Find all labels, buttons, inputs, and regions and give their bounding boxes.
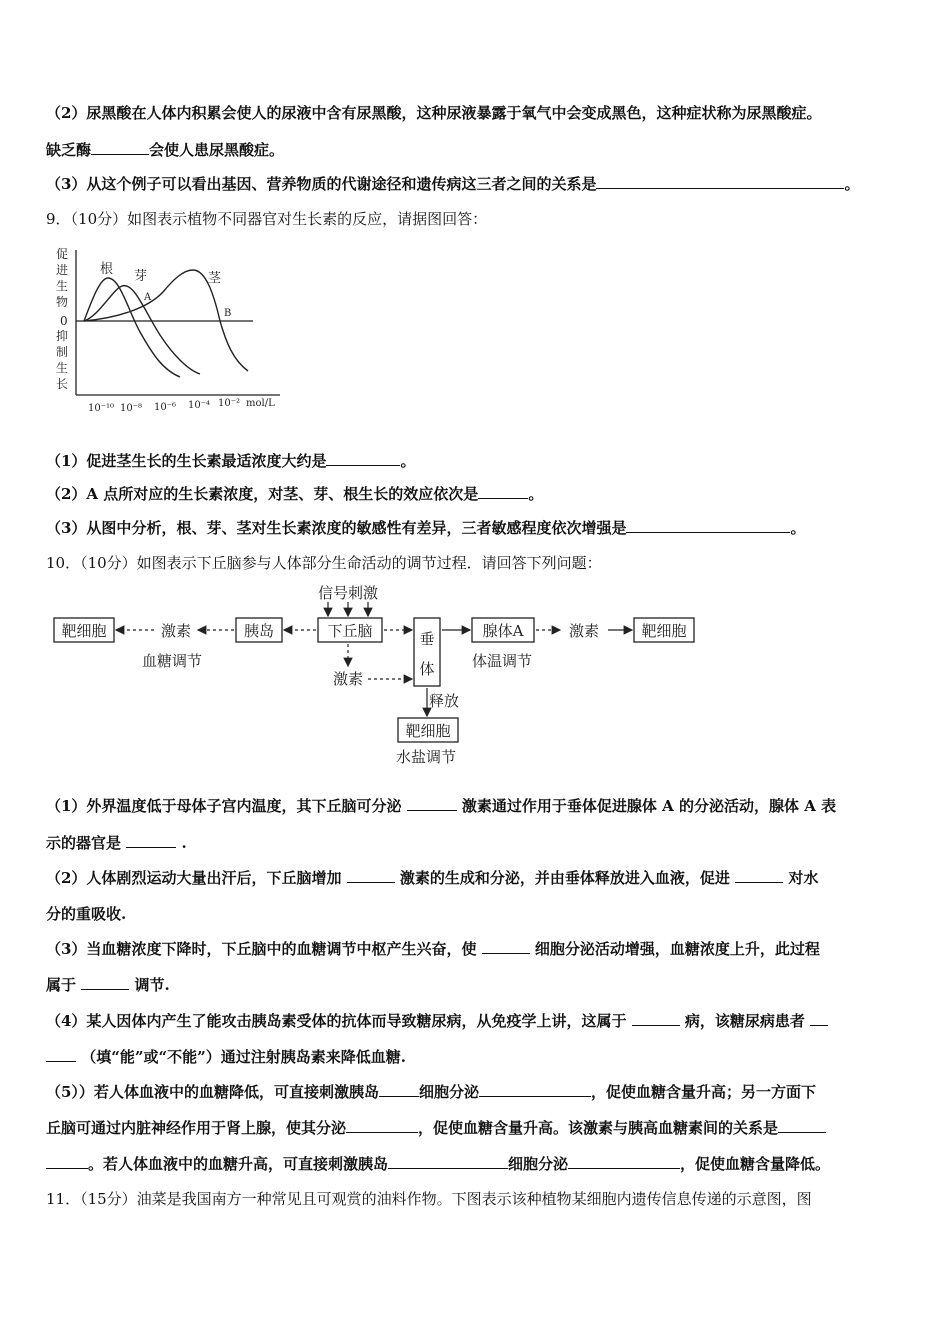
answer-blank[interactable] [482,939,530,954]
stem-label: 茎 [208,271,222,286]
auxin-response-graph [48,240,288,420]
text: （2）人体剧烈运动大量出汗后，下丘脑增加 [46,869,342,887]
text: （5））若人体血液中的血糖降低，可直接刺激胰岛 [46,1083,379,1101]
point-a-label: A [144,292,152,303]
q10-part3-line1 [46,939,820,959]
answer-blank[interactable] [347,868,395,883]
q9-part2 [46,484,543,504]
ylabel-char: 促 [56,247,69,261]
q10-part2-line2: 分的重吸收. [46,905,127,923]
answer-blank[interactable] [46,1154,88,1169]
x-tick: 10⁻⁴ [188,400,211,411]
x-tick: 10⁻⁸ [120,403,143,414]
text: （2）A 点所对应的生长素浓度，对茎、芽、根生长的效应依次是 [46,485,479,503]
q10-part2-line1 [46,868,818,888]
text: ，促使血糖含量升高；另一方面下 [590,1083,816,1101]
ylabel-char: 进 [56,263,69,277]
q10-part4-line1 [46,1011,828,1031]
answer-blank[interactable] [479,1082,591,1097]
x-tick: 10⁻¹⁰ [88,403,115,414]
text: 示的器官是 [46,834,122,852]
hormone-right: 激素 [568,622,600,640]
answer-blank[interactable] [81,975,129,990]
ylabel-char: 抑 [56,329,69,343]
text: （4）某人因体内产生了能攻击胰岛素受体的抗体而导致糖尿病，从免疫学上讲，这属于 [46,1012,627,1030]
x-tick: 10⁻² [218,398,241,409]
ylabel-char: 物 [56,295,69,309]
q9-part1 [46,451,415,471]
gland-a: 腺体A [482,622,524,640]
q10-part3-line2 [46,975,170,995]
answer-blank[interactable] [326,451,400,466]
text: 丘脑可通过内脏神经作用于肾上腺，使其分泌 [46,1119,347,1137]
target-cell-right: 靶细胞 [641,622,687,640]
zero-label: 0 [60,314,68,328]
ylabel-char: 生 [56,279,69,293]
pituitary-char: 垂 [419,630,435,648]
bud-curve [84,286,200,374]
x-tick: 10⁻⁶ [154,402,177,413]
text: 。 [844,175,860,193]
temp-reg-label: 体温调节 [471,652,533,670]
text: . [181,834,187,852]
release-label: 释放 [428,692,460,710]
answer-blank[interactable] [407,796,457,811]
answer-blank[interactable] [810,1011,828,1026]
target-cell-left: 靶细胞 [61,622,107,640]
text: 。若人体血液中的血糖升高，可直接刺激胰岛 [88,1155,389,1173]
text: 对水 [788,869,819,887]
x-unit: mol/L [246,398,275,409]
hypothalamus-regulation-diagram [48,578,708,768]
q9-part3 [46,518,805,538]
q10-part1-line2 [46,833,187,853]
answer-blank[interactable] [388,1154,508,1169]
text: 激素通过作用于垂体促进腺体 A 的分泌活动，腺体 A 表 [461,797,837,815]
ylabel-char: 制 [56,345,69,359]
q9-heading: 9．（10分）如图表示植物不同器官对生长素的反应，请据图回答： [46,210,488,228]
answer-blank[interactable] [632,1011,680,1026]
target-cell-bottom: 靶细胞 [405,722,451,740]
ylabel-char: 长 [56,377,69,391]
q8-part2-line1: （2）尿黑酸在人体内积累会使人的尿液中含有尿黑酸，这种尿液暴露于氧气中会变成黑色，这种症状称为尿黑酸症。 [46,104,822,122]
blood-sugar-label: 血糖调节 [141,652,203,670]
q8-part3 [46,174,859,194]
answer-blank[interactable] [46,1047,76,1062]
root-curve [84,278,180,377]
text: （3）从这个例子可以看出基因、营养物质的代谢途径和遗传病这三者之间的关系是 [46,175,597,193]
text: 属于 [46,976,77,994]
answer-blank[interactable] [596,174,844,189]
hormone-bottom: 激素 [332,670,364,688]
q10-part5-line3 [46,1154,830,1174]
q10-heading: 10．（10分）如图表示下丘脑参与人体部分生命活动的调节过程．请回答下列问题： [46,554,602,572]
answer-blank[interactable] [778,1118,826,1133]
answer-blank[interactable] [379,1082,419,1097]
point-b-label: B [224,308,232,319]
answer-blank[interactable] [346,1118,418,1133]
bud-label: 芽 [134,269,148,284]
text: （1）外界温度低于母体子宫内温度，其下丘脑可分泌 [46,797,402,815]
text: 。 [790,519,806,537]
text: （3）当血糖浓度下降时，下丘脑中的血糖调节中枢产生兴奋，使 [46,940,477,958]
answer-blank[interactable] [478,484,528,499]
q11-heading: 11．（15分）油菜是我国南方一种常见且可观赏的油料作物。下图表示该种植物某细胞内遗传信息传递的示意图，图 [46,1190,812,1208]
islet: 胰岛 [243,622,275,640]
text: 会使人患尿黑酸症。 [149,141,285,159]
water-salt-label: 水盐调节 [395,748,457,766]
q8-part2-line2 [46,140,284,160]
text: 细胞分泌活动增强，血糖浓度上升，此过程 [534,940,820,958]
text: （1）促进茎生长的生长素最适浓度大约是 [46,452,327,470]
answer-blank[interactable] [126,833,176,848]
text: （3）从图中分析，根、芽、茎对生长素浓度的敏感性有差异，三者敏感程度依次增强是 [46,519,627,537]
text: 调节. [134,976,170,994]
q10-part4-line2 [46,1047,406,1067]
text: 病，该糖尿病患者 [684,1012,805,1030]
text: 。 [528,485,544,503]
text: 细胞分泌 [418,1083,479,1101]
text: （填“能”或“不能”）通过注射胰岛素来降低血糖. [81,1048,406,1066]
ylabel-char: 生 [56,361,69,375]
root-label: 根 [100,262,114,277]
text: ，促使血糖含量降低。 [680,1155,831,1173]
answer-blank[interactable] [568,1154,680,1169]
pituitary-char: 体 [419,660,435,678]
text: 。 [400,452,416,470]
hypothalamus: 下丘脑 [327,622,373,640]
hormone-left: 激素 [160,622,192,640]
q10-part5-line1 [46,1082,816,1102]
text: 激素的生成和分泌，并由垂体释放进入血液，促进 [399,869,730,887]
q10-part1-line1 [46,796,836,816]
answer-blank[interactable] [735,868,783,883]
answer-blank[interactable] [626,518,790,533]
text: 缺乏酶 [46,141,92,159]
text: 细胞分泌 [508,1155,569,1173]
signal-label: 信号刺激 [317,584,379,602]
q10-part5-line2 [46,1118,826,1138]
text: ，促使血糖含量升高。该激素与胰高血糖素间的关系是 [418,1119,779,1137]
answer-blank[interactable] [91,140,149,155]
